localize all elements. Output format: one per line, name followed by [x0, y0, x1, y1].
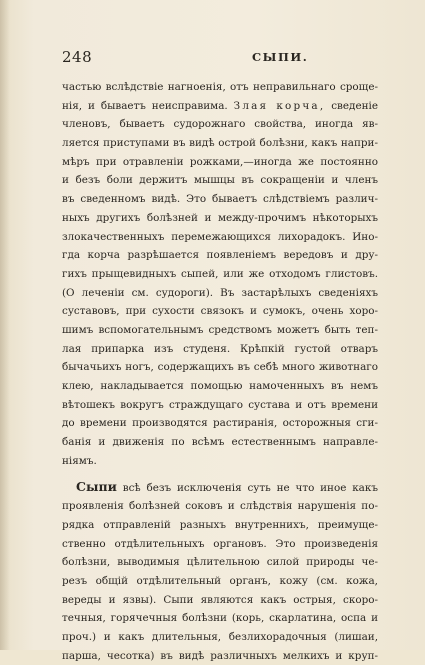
paragraph-2: [62, 478, 378, 665]
text-line: гда корча разрѣшается появленіемъ вередовъ и дру-: [62, 249, 378, 262]
text-fragment: всѣ безъ исключенія суть не что иное какъ: [122, 482, 378, 495]
text-line: лая припарка изъ студеня. Крѣпкій густой отваръ: [62, 342, 378, 355]
spine-shadow: [0, 0, 10, 650]
text-line: ныхъ другихъ болѣзней и между-прочимъ нѣкоторыхъ: [62, 211, 378, 224]
text-line: [62, 97, 378, 116]
text-line: проч.) и какъ длительныя, безлихорадочныя (лишаи,: [62, 630, 378, 643]
text-line: въ сведенномъ видѣ. Это бываетъ слѣдствіемъ различ-: [62, 193, 378, 206]
text-line: злокачественныхъ перемежающихся лихорадокъ. Ино-: [62, 230, 378, 243]
running-head: СЫПИ.: [252, 50, 309, 64]
paragraph-1: [62, 78, 378, 470]
text-fragment: нія, и бываетъ неисправима.: [62, 99, 228, 112]
page-number: 248: [62, 48, 93, 66]
text-line: шимъ вспомогательнымъ средствомъ можетъ быть теп-: [62, 323, 378, 336]
text-line: вереды и язвы). Сыпи являются какъ острыя, скоро-: [62, 593, 378, 606]
text-line: банія и движенія по всѣмъ естественнымъ направле-: [62, 436, 378, 449]
text-line: клею, накладывается помощью намоченныхъ въ немъ: [62, 380, 378, 392]
text-line: рядка отправленій разныхъ внутреннихъ, преимуще-: [62, 518, 378, 531]
text-line: болѣзни, выводимыя цѣлительною силой природы че-: [62, 556, 378, 569]
paragraph-gap: [62, 470, 378, 478]
text-line: проявленія болѣзней соковъ и слѣдствія нарушенія по-: [62, 500, 378, 513]
text-fragment: сведеніе: [331, 99, 378, 112]
text-line: и безъ боли держитъ мышцы въ сокращеніи и членъ: [62, 174, 378, 187]
entry-term: Сыпи: [76, 479, 117, 495]
term-zlaya-korcha: Злая корча,: [233, 99, 326, 112]
text-line: резъ общій отдѣлительный органъ, кожу (см. кожа,: [62, 574, 378, 587]
text-line: суставовъ, при сухости связокъ и сумокъ, очень хоро-: [62, 305, 378, 318]
text-line: (О леченіи см. судороги). Въ застарѣлыхъ сведеніяхъ: [62, 286, 378, 299]
text-line: гихъ прыщевидныхъ сыпей, или же отходомъ глистовъ.: [62, 267, 378, 280]
text-line: течныя, горячечныя болѣзни (корь, скарлатина, оспа и: [62, 612, 378, 625]
text-line: ственно отдѣлительныхъ органовъ. Это произведенія: [62, 537, 378, 550]
text-line: частью вслѣдствіе нагноенія, отъ неправильнаго срощe-: [62, 81, 378, 93]
text-line: ляется приступами въ видѣ острой болѣзни, какъ напри-: [62, 137, 378, 150]
page-header: [62, 48, 378, 68]
body-text: [62, 78, 378, 665]
text-line: парша, чесотка) въ видѣ различныхъ мелкихъ и круп-: [62, 649, 378, 662]
text-line: мѣръ при отравленіи рожками,—иногда же постоянно: [62, 155, 378, 168]
text-line: членовъ, бываетъ судорожнаго свойства, иногда яв-: [62, 118, 378, 131]
text-line: до времени производятся растиранія, осторожныя сги-: [62, 417, 378, 430]
text-line: ніямъ.: [62, 454, 97, 467]
text-line: бычачьихъ ногъ, содержащихъ въ себѣ много животнаго: [62, 361, 378, 374]
text-line: вѣтошекъ вокругъ страждущаго сустава и отъ времени: [62, 398, 378, 411]
text-line: [62, 478, 378, 497]
